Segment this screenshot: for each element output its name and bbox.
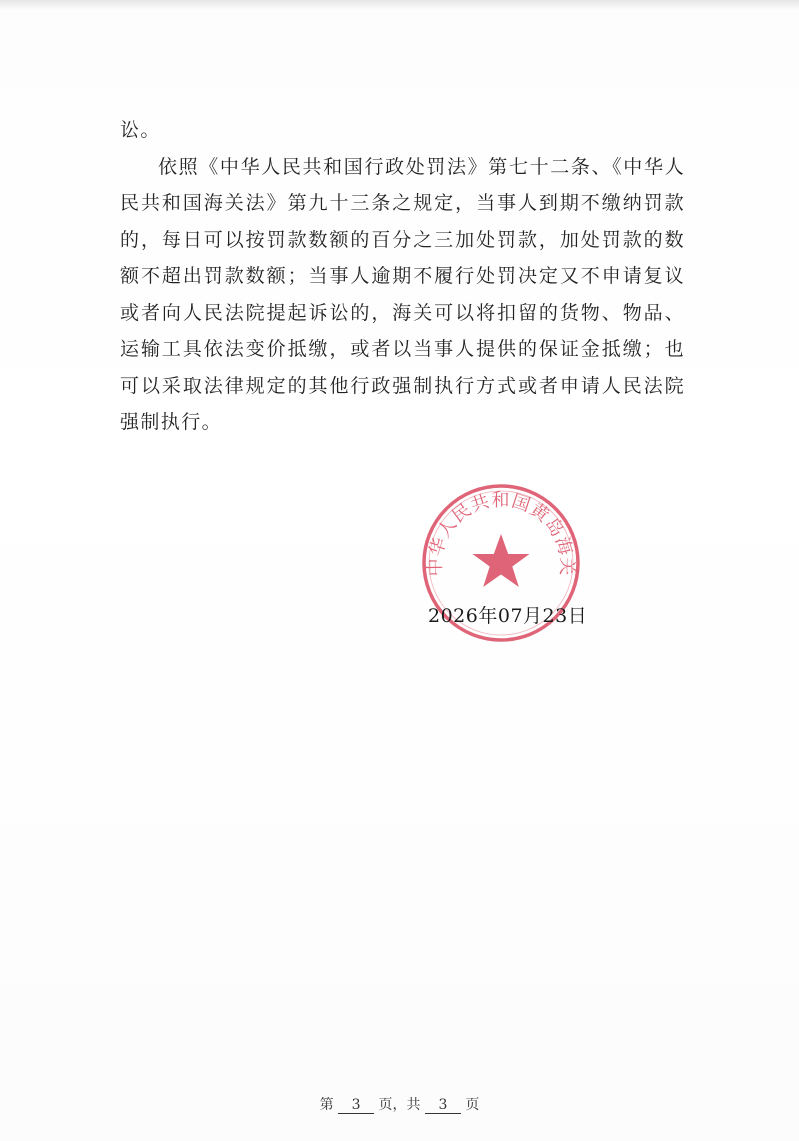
- star-icon: [473, 534, 530, 587]
- seal-text: 中华人民共和国黄岛海关: [424, 489, 578, 577]
- footer-middle: 页，共: [378, 1097, 421, 1113]
- scan-edge: [0, 0, 799, 10]
- page-footer: [0, 1094, 799, 1114]
- current-page-number: 3: [338, 1097, 374, 1114]
- continued-line: 讼。: [120, 119, 161, 141]
- footer-suffix: 页: [465, 1097, 480, 1113]
- main-paragraph: 依照《中华人民共和国行政处罚法》第七十二条、《中华人民共和国海关法》第九十三条之规定，当事人到期不缴纳罚款的，每日可以按罚款数额的百分之三加处罚款，加处罚款的数额不超出罚款数额；当事人逾期不履行处罚决定又不申请复议或者向人民法院提起诉讼的，海关可以将扣留的货物、物品、运输工具依法变价抵缴，或者以当事人提供的保证金抵缴；也可以采取法律规定的其他行政强制执行方式或者申请人民法院强制执行。: [120, 155, 685, 433]
- footer-prefix: 第: [319, 1097, 334, 1113]
- total-pages-number: 3: [425, 1097, 461, 1114]
- body-text: [120, 112, 685, 441]
- issue-date: 2026年07月23日: [428, 605, 588, 627]
